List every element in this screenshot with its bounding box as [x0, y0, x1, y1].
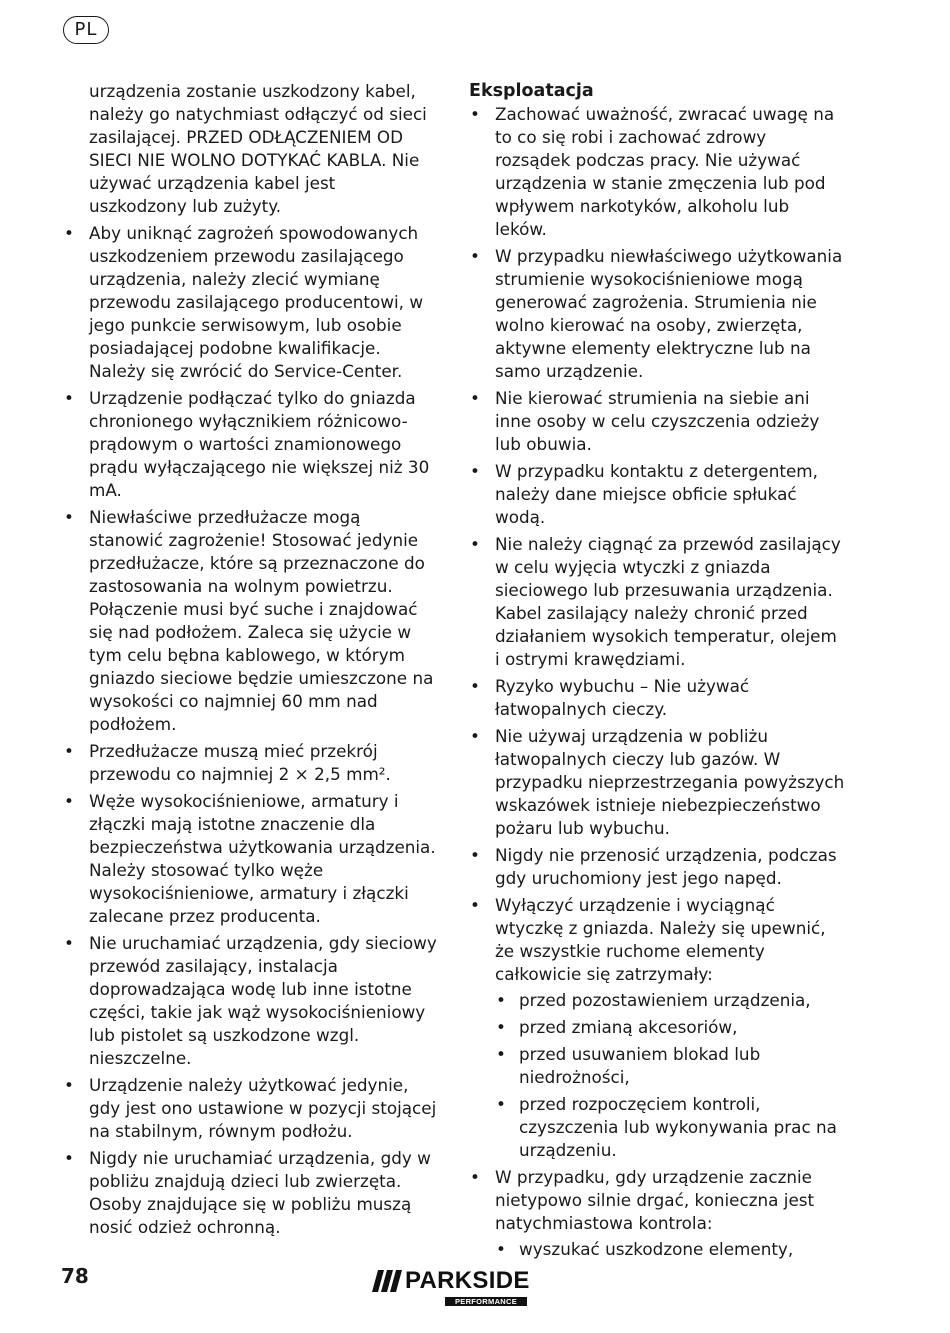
logo-brand-text: PARKSIDE — [405, 1267, 530, 1294]
continuation-paragraph: urządzenia zostanie uszkodzony kabel, należy go natychmiast odłączyć od sieci zasilającej. PRZED ODŁĄCZENIEM OD SIECI NIE WOLNO DOTYKAĆ KABLA. Nie używać urządzenia kabel jest uszkodzony lub zużyty. — [89, 81, 427, 216]
list-item: • Ryzyko wybuchu – Nie używać łatwopalnych cieczy. — [469, 675, 845, 721]
list-item: • Urządzenie podłączać tylko do gniazda chronionego wyłącznikiem różnicowo-prądowym o wartości znamionowego prądu wyłączającego nie większej niż 30 mA. — [63, 387, 438, 502]
list-item: • Węże wysokociśnieniowe, armatury i złączki mają istotne znaczenie dla bezpieczeństwa użytkowania urządzenia. Należy stosować tylko węże wysokociśnieniowe, armatury i złączki zalecane przez producenta. — [63, 790, 438, 928]
logo-subtext: PERFORMANCE — [445, 1297, 527, 1306]
list-item: • Nie kierować strumienia na siebie ani inne osoby w celu czyszczenia odzieży lub obuwia. — [469, 387, 845, 456]
section-heading: Eksploatacja — [469, 81, 594, 101]
sub-list-item: • przed pozostawieniem urządzenia, — [469, 989, 845, 1012]
left-column — [63, 80, 438, 1243]
list-item: • Nie należy ciągnąć za przewód zasilający w celu wyjęcia wtyczki z gniazda sieciowego lub przesuwania urządzenia. Kabel zasilający należy chronić przed działaniem wysokich temperatur, olejem i ostrymi krawędziami. — [469, 533, 845, 671]
sub-list-item: • przed zmianą akcesoriów, — [469, 1016, 845, 1039]
list-item: • Przedłużacze muszą mieć przekrój przewodu co najmniej 2 × 2,5 mm². — [63, 740, 438, 786]
right-bullet-list — [469, 103, 845, 1261]
sub-list-item: • wyszukać uszkodzone elementy, — [469, 1238, 845, 1261]
list-item: • Nigdy nie uruchamiać urządzenia, gdy w pobliżu znajdują dzieci lub zwierzęta. Osoby znajdujące się w pobliżu muszą nosić odzież ochronną. — [63, 1147, 438, 1239]
sub-list-item: • przed usuwaniem blokad lub niedrożności, — [469, 1043, 845, 1089]
list-item: • W przypadku niewłaściwego użytkowania strumienie wysokociśnieniowe mogą generować zagrożenia. Strumienia nie wolno kierować na osoby, zwierzęta, aktywne elementy elektryczne lub na samo urządzenie. — [469, 245, 845, 383]
list-item-text: W przypadku, gdy urządzenie zacznie nietypowo silnie drgać, konieczna jest natychmiastowa kontrola: — [495, 1167, 815, 1233]
sub-bullet-list — [495, 989, 845, 1162]
sub-list-item: • przed rozpoczęciem kontroli, czyszczenia lub wykonywania prac na urządzeniu. — [469, 1093, 845, 1162]
sub-bullet-list — [495, 1238, 845, 1261]
list-item: • Urządzenie należy użytkować jedynie, gdy jest ono ustawione w pozycji stojącej na stabilnym, równym podłożu. — [63, 1074, 438, 1143]
list-item: • Niewłaściwe przedłużacze mogą stanowić zagrożenie! Stosować jedynie przedłużacze, które są przeznaczone do zastosowania na wolnym powietrzu. Połączenie musi być suche i znajdować się nad podłożem. Zaleca się użycie w tym celu bębna kablowego, w którym gniazdo sieciowe będzie umieszczone na wysokości co najmniej 60 mm nad podłożem. — [63, 506, 438, 736]
left-bullet-list — [63, 222, 438, 1239]
list-item: • Nie używaj urządzenia w pobliżu łatwopalnych cieczy lub gazów. W przypadku nieprzestrzegania powyższych wskazówek istnieje niebezpieczeństwo pożaru lub wybuchu. — [469, 725, 845, 840]
language-badge: PL — [63, 16, 109, 44]
parkside-logo — [372, 1268, 528, 1308]
list-item-text: Wyłączyć urządzenie i wyciągnąć wtyczkę z gniazda. Należy się upewnić, że wszystkie ruchome elementy całkowicie się zatrzymały: — [495, 895, 826, 984]
list-item: • Aby uniknąć zagrożeń spowodowanych uszkodzeniem przewodu zasilającego urządzenia, należy zlecić wymianę przewodu zasilającego producentowi, w jego punkcie serwisowym, lub osobie posiadającej podobne kwalifikacje. Należy się zwrócić do Service-Center. — [63, 222, 438, 383]
list-item: • Nie uruchamiać urządzenia, gdy sieciowy przewód zasilający, instalacja doprowadzająca wodę lub inne istotne części, takie jak wąż wysokociśnieniowy lub pistolet są uszkodzone wzgl. nieszczelne. — [63, 932, 438, 1070]
list-item: • Zachować uważność, zwracać uwagę na to co się robi i zachować zdrowy rozsądek podczas pracy. Nie używać urządzenia w stanie zmęczenia lub pod wpływem narkotyków, alkoholu lub leków. — [469, 103, 845, 241]
list-item-with-sublist — [469, 894, 845, 1162]
list-item: • W przypadku kontaktu z detergentem, należy dane miejsce obficie spłukać wodą. — [469, 460, 845, 529]
page-number: 78 — [61, 1264, 89, 1288]
right-column — [469, 80, 845, 1265]
logo-slashes-icon — [372, 1270, 402, 1292]
list-item: • Nigdy nie przenosić urządzenia, podczas gdy uruchomiony jest jego napęd. — [469, 844, 845, 890]
list-item-with-sublist — [469, 1166, 845, 1261]
